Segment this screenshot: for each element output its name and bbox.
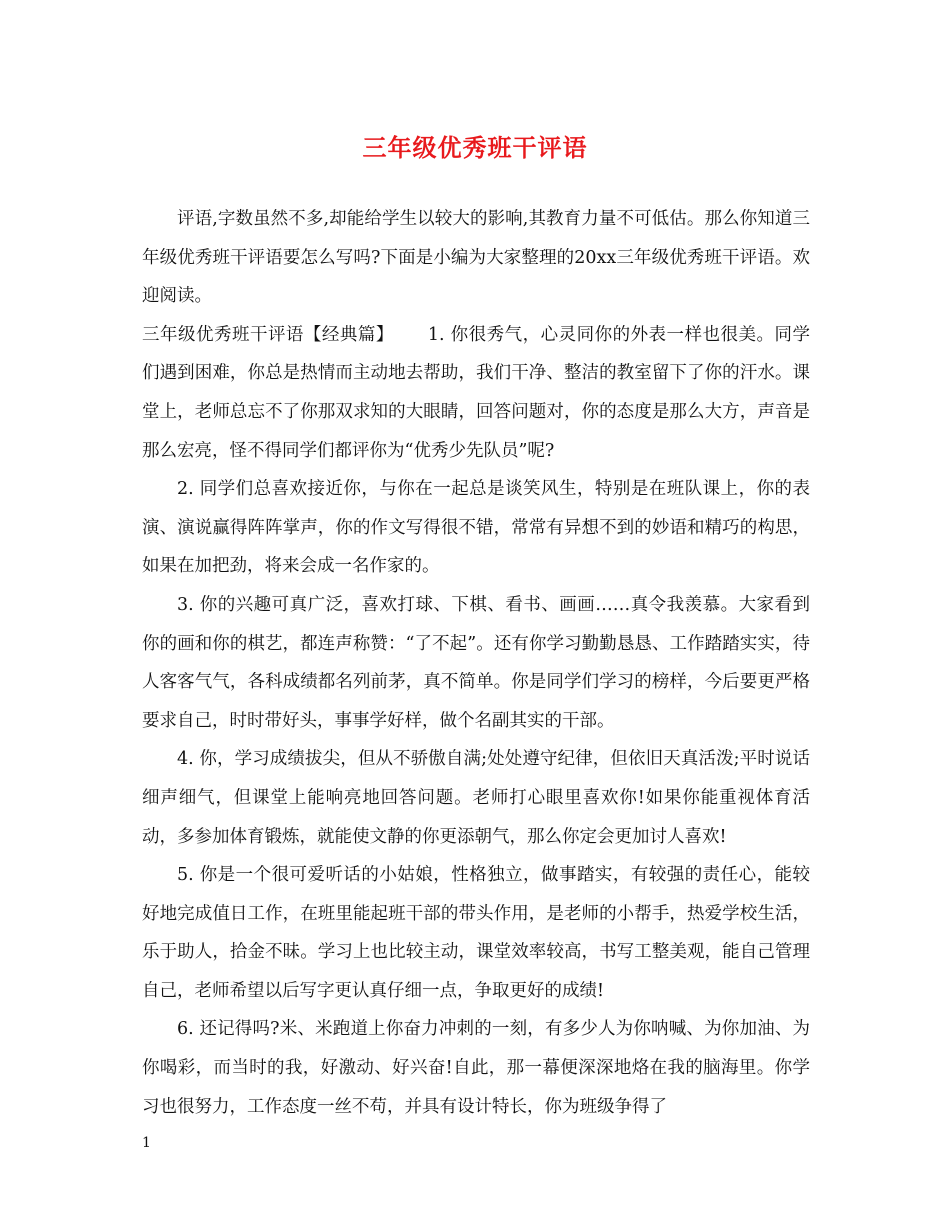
comment-item-3: 3. 你的兴趣可真广泛，喜欢打球、下棋、看书、画画……真令我羡慕。大家看到你的画和你的棋艺，都连声称赞：“了不起”。还有你学习勤勤恳恳、工作踏踏实实，待人客客气气，各科成绩都名列前茅，真不简单。你是同学们学习的榜样，今后要更严格要求自己，时时带好头，事事学好样，做个名副其实的干部。 [142,594,810,731]
comment-item-1: 1. 你很秀气，心灵同你的外表一样也很美。同学们遇到困难，你总是热情而主动地去帮助，我们干净、整洁的教室留下了你的汗水。课堂上，老师总忘不了你那双求知的大眼睛，回答问题对，你的态度是那么大方，声音是那么宏亮，怪不得同学们都评你为“优秀少先队员”呢? [142,324,810,461]
comment-item-4: 4. 你，学习成绩拔尖，但从不骄傲自满;处处遵守纪律，但依旧天真活泼;平时说话细声细气，但课堂上能响亮地回答问题。老师打心眼里喜欢你!如果你能重视体育活动，多参加体育锻炼，就能使文静的你更添朝气，那么你定会更加讨人喜欢! [142,749,810,847]
document-body [142,200,810,1126]
section-heading: 三年级优秀班干评语【经典篇】 [142,324,394,345]
section-heading-line [142,316,810,470]
comment-item-5: 5. 你是一个很可爱听话的小姑娘，性格独立，做事踏实，有较强的责任心，能较好地完成值日工作，在班里能起班干部的带头作用，是老师的小帮手，热爱学校生活，乐于助人，拾金不昧。学习上也比较主动，课堂效率较高，书写工整美观，能自己管理自己，老师希望以后写字更认真仔细一点，争取更好的成绩! [142,865,810,1001]
page-number: 1 [142,1135,151,1151]
intro-paragraph: 评语,字数虽然不多,却能给学生以较大的影响,其教育力量不可低估。那么你知道三年级优秀班干评语要怎么写吗?下面是小编为大家整理的20xx三年级优秀班干评语。欢迎阅读。 [142,209,810,307]
comment-item-2: 2. 同学们总喜欢接近你，与你在一起总是谈笑风生，特别是在班队课上，你的表演、演说赢得阵阵掌声，你的作文写得很不错，常常有异想不到的妙语和精巧的构思，如果在加把劲，将来会成一名作家的。 [142,479,810,577]
document-title: 三年级优秀班干评语 [362,133,588,162]
comment-item-6: 6. 还记得吗?米、米跑道上你奋力冲刺的一刻，有多少人为你呐喊、为你加油、为你喝彩，而当时的我，好激动、好兴奋!自此，那一幕便深深地烙在我的脑海里。你学习也很努力，工作态度一丝不苟，并具有设计特长，你为班级争得了 [142,1019,810,1117]
